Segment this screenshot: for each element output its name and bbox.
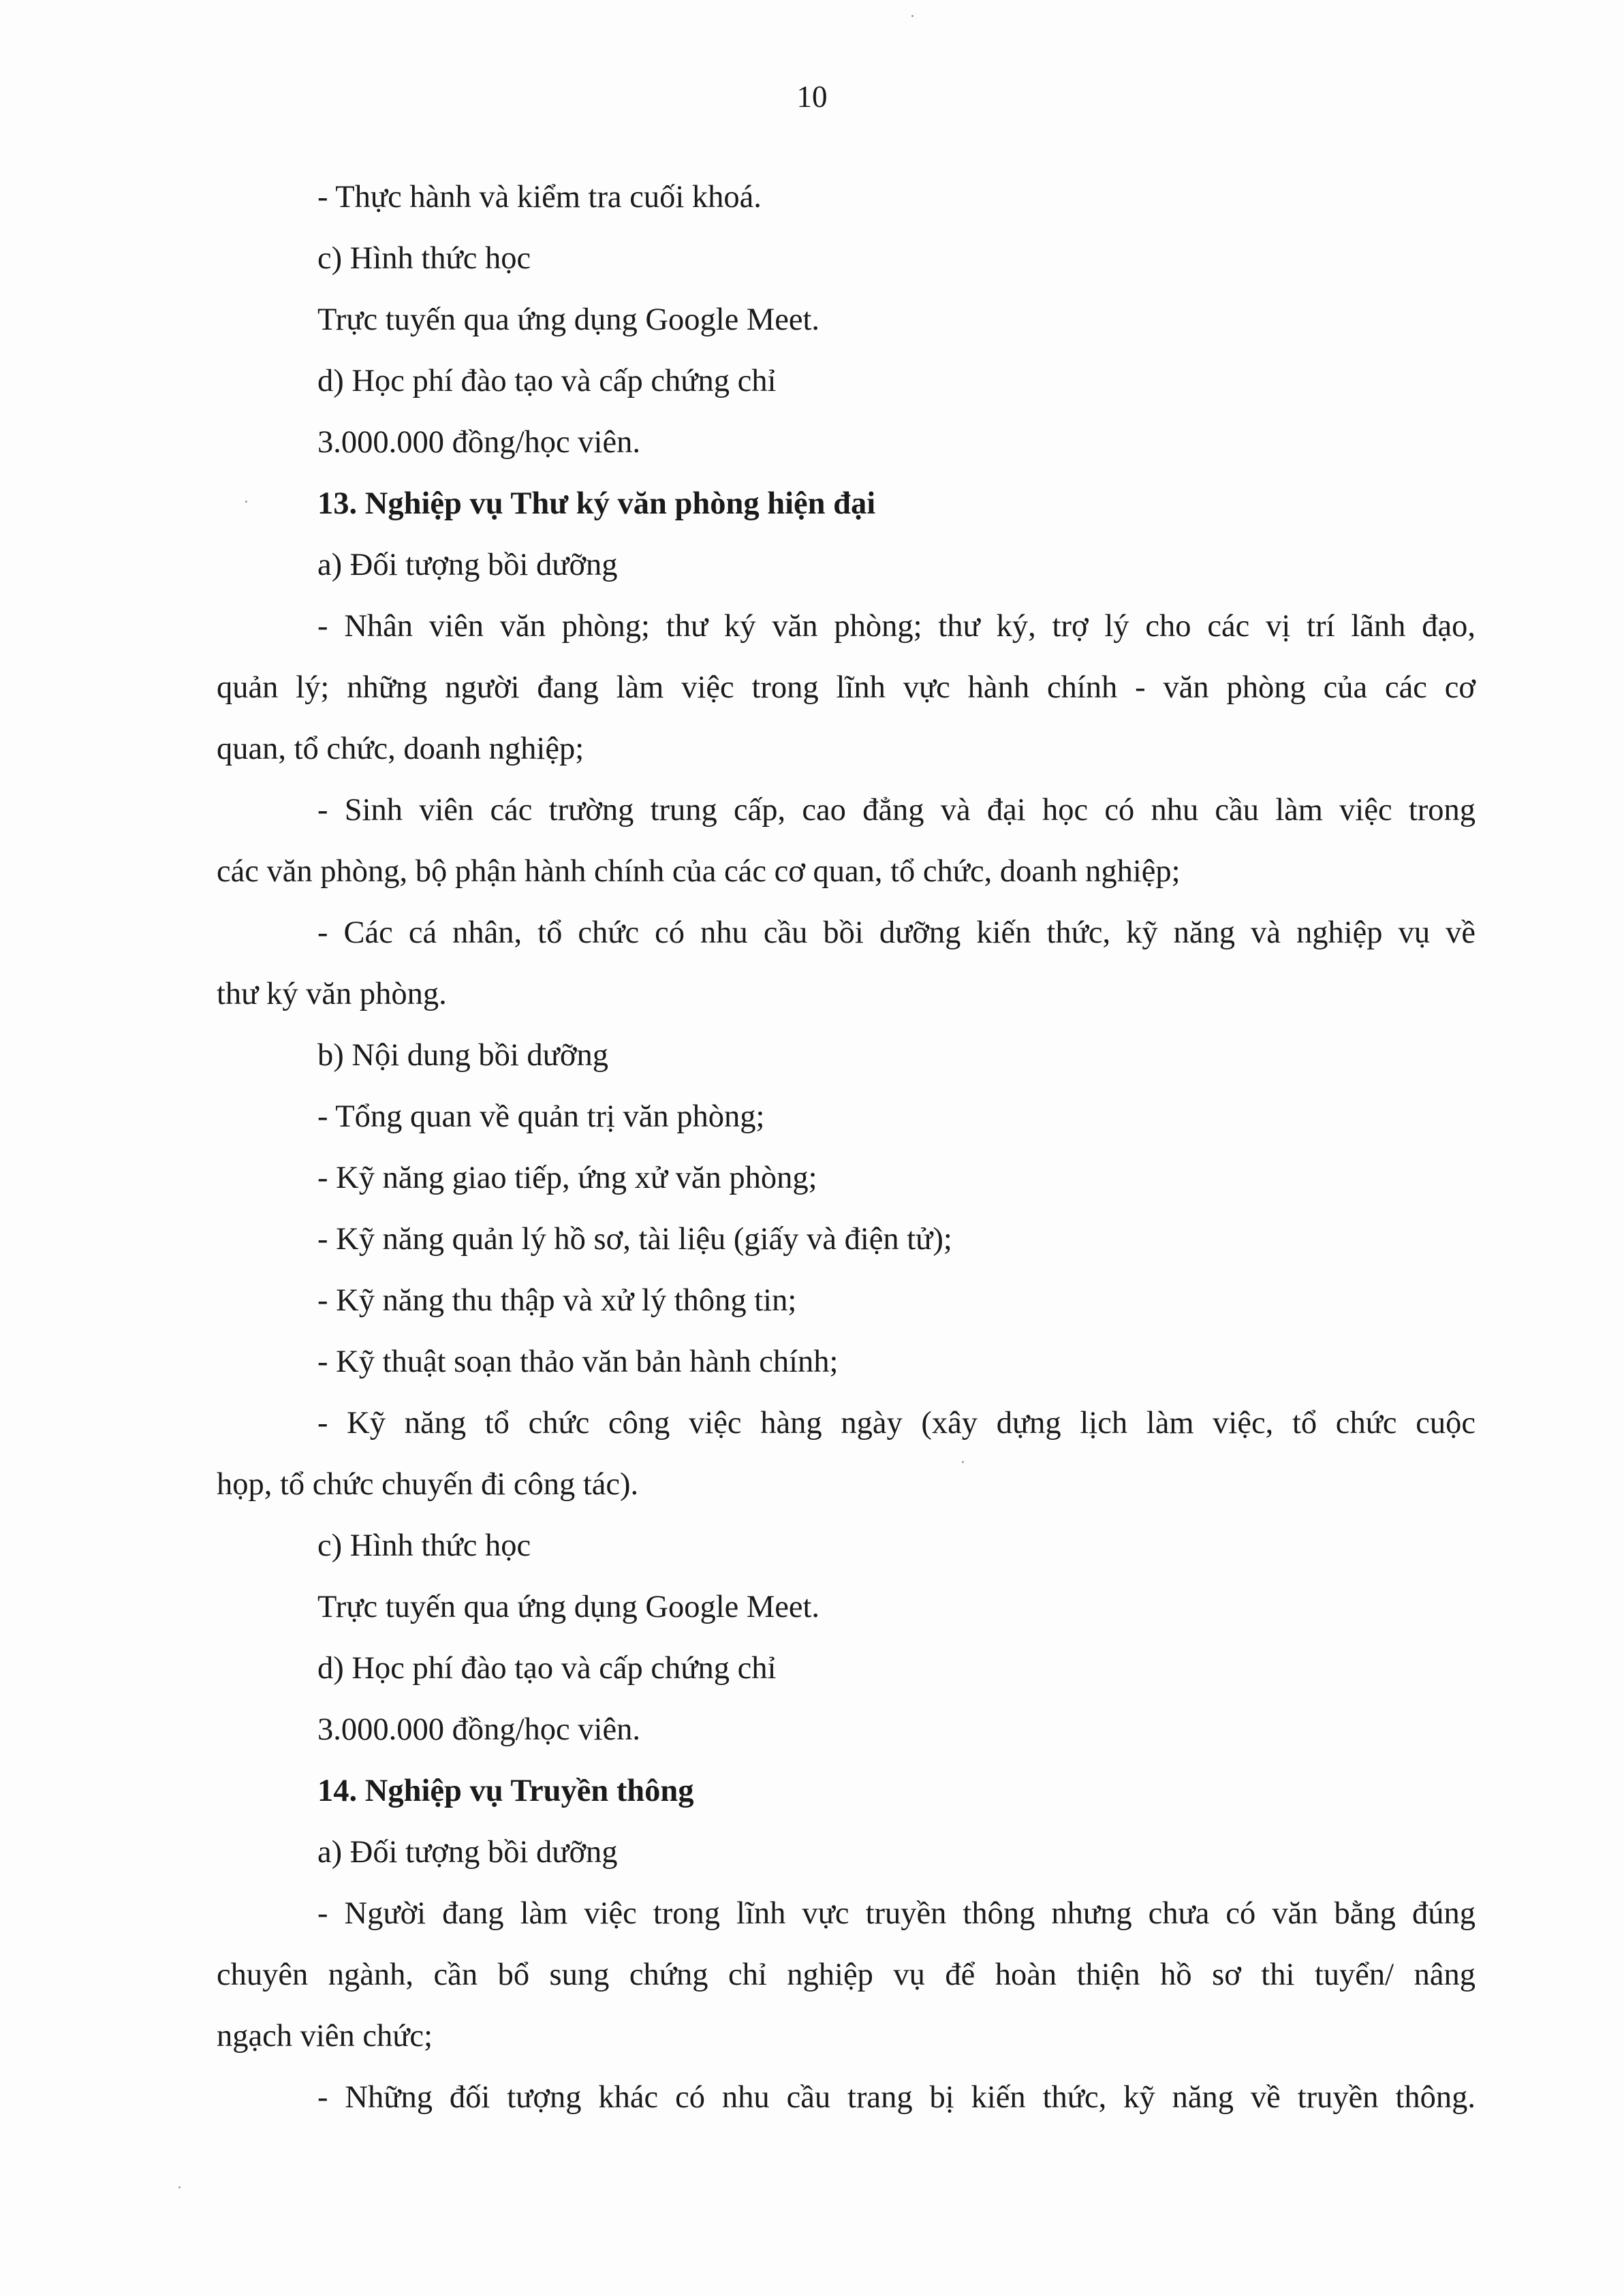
- text-line: - Kỹ năng thu thập và xử lý thông tin;: [317, 1283, 797, 1318]
- text-line: - Kỹ năng quản lý hồ sơ, tài liệu (giấy và điện tử);: [317, 1222, 952, 1257]
- text-line: 3.000.000 đồng/học viên.: [317, 1712, 640, 1747]
- text-line: - Các cá nhân, tổ chức có nhu cầu bồi dưỡng kiến thức, kỹ năng và nghiệp vụ về: [317, 915, 1475, 950]
- subheading-format: c) Hình thức học: [317, 241, 531, 276]
- text-line: họp, tổ chức chuyến đi công tác).: [217, 1467, 639, 1502]
- text-line: - Thực hành và kiểm tra cuối khoá.: [317, 180, 762, 215]
- text-line: - Sinh viên các trường trung cấp, cao đẳng và đại học có nhu cầu làm việc trong: [317, 793, 1475, 828]
- text-line: - Kỹ năng tổ chức công việc hàng ngày (xây dựng lịch làm việc, tổ chức cuộc: [317, 1406, 1475, 1441]
- text-line: ngạch viên chức;: [217, 2019, 433, 2054]
- scan-speck: [911, 15, 914, 17]
- document-body: [217, 167, 1475, 2128]
- text-line: - Kỹ thuật soạn thảo văn bản hành chính;: [317, 1344, 839, 1379]
- scan-speck: [245, 501, 247, 503]
- scan-speck: [962, 1461, 964, 1463]
- text-line: - Người đang làm việc trong lĩnh vực truyền thông nhưng chưa có văn bằng đúng: [317, 1896, 1475, 1931]
- text-line: quan, tổ chức, doanh nghiệp;: [217, 732, 584, 766]
- scan-speck: [178, 2186, 181, 2188]
- text-line: chuyên ngành, cần bổ sung chứng chỉ nghiệp vụ để hoàn thiện hồ sơ thi tuyển/ nâng: [217, 1957, 1475, 1992]
- text-line: - Nhân viên văn phòng; thư ký văn phòng; thư ký, trợ lý cho các vị trí lãnh đạo,: [317, 609, 1475, 644]
- text-line: Trực tuyến qua ứng dụng Google Meet.: [317, 1590, 820, 1624]
- text-line: các văn phòng, bộ phận hành chính của các cơ quan, tổ chức, doanh nghiệp;: [217, 854, 1181, 889]
- subheading-format: c) Hình thức học: [317, 1528, 531, 1563]
- page-number: 10: [796, 80, 828, 114]
- subheading-fee: d) Học phí đào tạo và cấp chứng chỉ: [317, 1651, 777, 1686]
- text-line: 3.000.000 đồng/học viên.: [317, 425, 640, 460]
- text-line: quản lý; những người đang làm việc trong lĩnh vực hành chính - văn phòng của các cơ: [217, 670, 1475, 705]
- subheading-content: b) Nội dung bồi dưỡng: [317, 1038, 608, 1073]
- text-line: thư ký văn phòng.: [217, 977, 447, 1011]
- subheading-fee: d) Học phí đào tạo và cấp chứng chỉ: [317, 364, 777, 398]
- text-line: - Kỹ năng giao tiếp, ứng xử văn phòng;: [317, 1161, 817, 1195]
- text-line: - Những đối tượng khác có nhu cầu trang bị kiến thức, kỹ năng về truyền thông.: [317, 2080, 1475, 2115]
- subheading-audience: a) Đối tượng bồi dưỡng: [317, 1835, 618, 1870]
- section-heading-14: 14. Nghiệp vụ Truyền thông: [317, 1774, 694, 1808]
- subheading-audience: a) Đối tượng bồi dưỡng: [317, 548, 618, 582]
- text-line: - Tổng quan về quản trị văn phòng;: [317, 1099, 765, 1134]
- text-line: Trực tuyến qua ứng dụng Google Meet.: [317, 302, 820, 337]
- section-heading-13: 13. Nghiệp vụ Thư ký văn phòng hiện đại: [317, 486, 876, 521]
